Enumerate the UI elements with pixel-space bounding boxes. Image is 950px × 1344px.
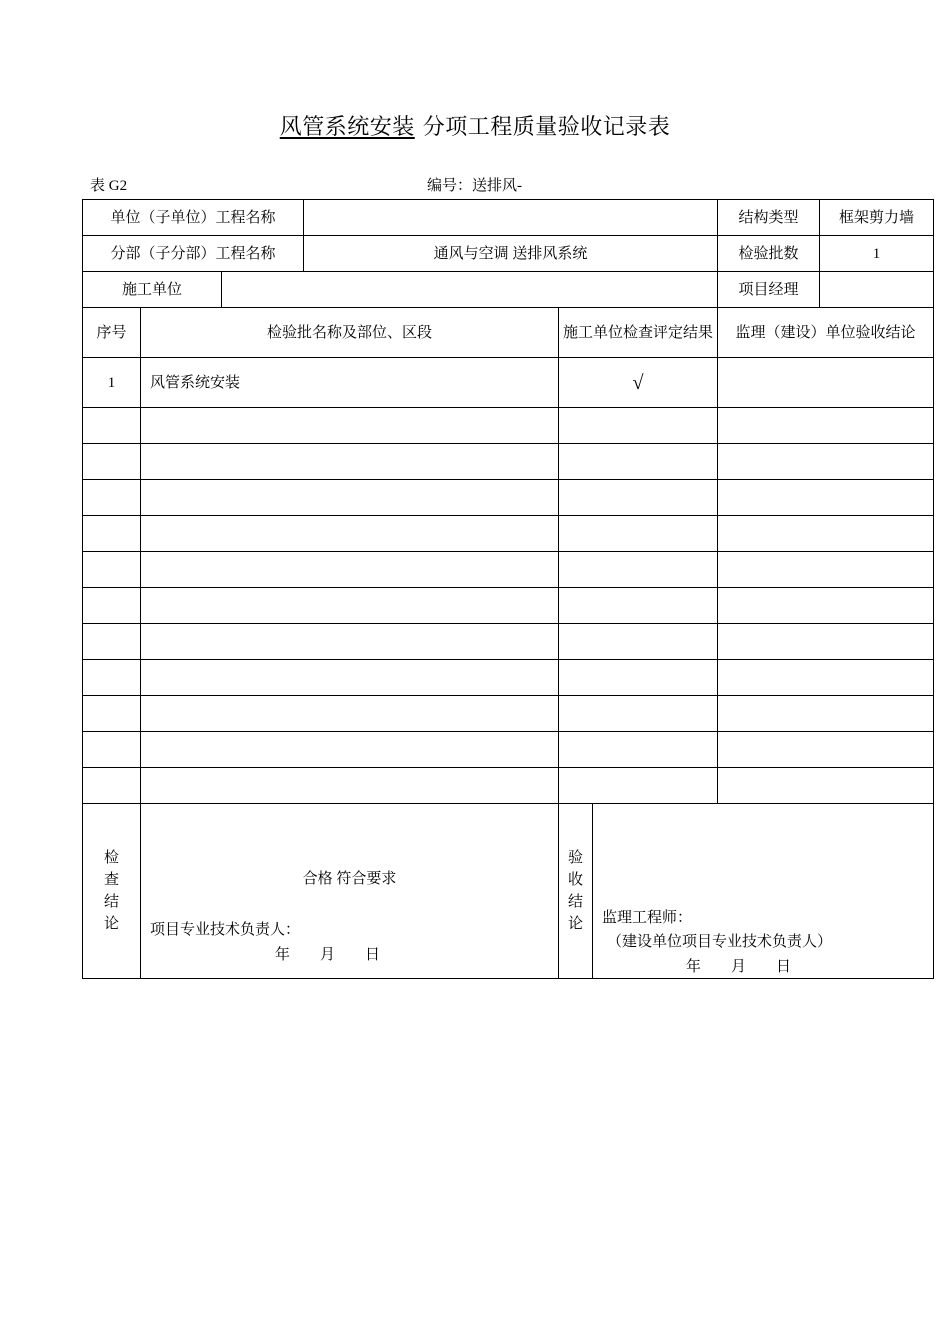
batch-value[interactable]: 1 — [820, 236, 934, 272]
empty-cell[interactable] — [559, 480, 718, 516]
tech-lead-signature-label: 项目专业技术负责人： — [150, 922, 301, 938]
empty-cell[interactable] — [141, 444, 559, 480]
conclusion-row — [83, 804, 934, 979]
table-row — [83, 660, 934, 696]
table-row — [83, 588, 934, 624]
structure-label: 结构类型 — [718, 200, 820, 236]
empty-cell[interactable] — [83, 660, 141, 696]
manager-value-cell[interactable] — [820, 272, 934, 308]
acceptance-conclusion-label — [559, 804, 593, 979]
division-value[interactable]: 通风与空调 送排风系统 — [304, 236, 718, 272]
empty-cell[interactable] — [718, 408, 934, 444]
date-month: 月 — [320, 947, 336, 963]
empty-cell[interactable] — [141, 480, 559, 516]
empty-cell[interactable] — [559, 588, 718, 624]
date-year: 年 — [275, 947, 291, 963]
contractor-value-cell[interactable] — [222, 272, 718, 308]
empty-cell[interactable] — [141, 696, 559, 732]
date-month: 月 — [731, 959, 747, 975]
unit-label: 单位（子单位）工程名称 — [83, 200, 304, 236]
empty-cell[interactable] — [559, 444, 718, 480]
empty-cell[interactable] — [83, 552, 141, 588]
acceptance-date — [686, 956, 791, 978]
row-no: 1 — [83, 358, 141, 408]
header-row-unit — [83, 200, 934, 236]
header-row-division — [83, 236, 934, 272]
empty-cell[interactable] — [559, 408, 718, 444]
empty-cell[interactable] — [718, 768, 934, 804]
inspection-table — [82, 199, 934, 979]
table-row — [83, 624, 934, 660]
check-conclusion-label — [83, 804, 141, 979]
supervisor-signature-label: 监理工程师： — [602, 910, 693, 926]
table-row — [83, 516, 934, 552]
table-row — [83, 768, 934, 804]
empty-cell[interactable] — [718, 588, 934, 624]
label-char: 结 — [103, 894, 119, 910]
row-supervisor-result[interactable] — [718, 358, 934, 408]
empty-cell[interactable] — [141, 768, 559, 804]
empty-cell[interactable] — [718, 696, 934, 732]
owner-lead-signature-label: （建设单位项目专业技术负责人） — [607, 934, 833, 950]
title-item-name: 风管系统安装 — [279, 114, 415, 139]
empty-cell[interactable] — [83, 696, 141, 732]
page-title — [0, 112, 950, 142]
structure-value[interactable]: 框架剪力墙 — [820, 200, 934, 236]
empty-cell[interactable] — [83, 444, 141, 480]
date-day: 日 — [776, 959, 792, 975]
table-row — [83, 696, 934, 732]
empty-cell[interactable] — [718, 480, 934, 516]
empty-cell[interactable] — [559, 732, 718, 768]
unit-value-cell[interactable] — [304, 200, 718, 236]
label-char: 论 — [103, 916, 119, 932]
column-header-row — [83, 308, 934, 358]
empty-cell[interactable] — [718, 444, 934, 480]
empty-cell[interactable] — [83, 732, 141, 768]
label-char: 查 — [103, 872, 119, 888]
empty-cell[interactable] — [559, 516, 718, 552]
date-day: 日 — [365, 947, 381, 963]
empty-cell[interactable] — [83, 588, 141, 624]
header-row-contractor — [83, 272, 934, 308]
check-date — [275, 944, 380, 966]
form-code: 表 G2 — [90, 178, 128, 194]
empty-cell[interactable] — [559, 552, 718, 588]
label-char: 验 — [568, 850, 584, 866]
empty-cell[interactable] — [718, 552, 934, 588]
empty-cell[interactable] — [559, 624, 718, 660]
empty-cell[interactable] — [718, 660, 934, 696]
empty-cell[interactable] — [83, 624, 141, 660]
empty-cell[interactable] — [141, 408, 559, 444]
empty-cell[interactable] — [559, 660, 718, 696]
empty-cell[interactable] — [141, 588, 559, 624]
empty-cell[interactable] — [559, 768, 718, 804]
table-row — [83, 480, 934, 516]
date-year: 年 — [686, 959, 702, 975]
division-label: 分部（子分部）工程名称 — [83, 236, 304, 272]
empty-cell[interactable] — [141, 516, 559, 552]
empty-cell[interactable] — [83, 408, 141, 444]
title-suffix: 分项工程质量验收记录表 — [422, 114, 671, 139]
acceptance-conclusion-cell[interactable] — [593, 804, 934, 979]
empty-cell[interactable] — [718, 624, 934, 660]
row-name[interactable]: 风管系统安装 — [141, 358, 559, 408]
empty-cell[interactable] — [718, 516, 934, 552]
col-header-name: 检验批名称及部位、区段 — [141, 308, 559, 358]
label-char: 检 — [103, 850, 119, 866]
batch-label: 检验批数 — [718, 236, 820, 272]
empty-cell[interactable] — [559, 696, 718, 732]
record-number: 编号：送排风- — [427, 178, 522, 194]
label-char: 论 — [568, 916, 584, 932]
label-char: 收 — [568, 872, 584, 888]
empty-cell[interactable] — [141, 624, 559, 660]
check-conclusion-cell[interactable] — [141, 804, 559, 979]
col-header-no: 序号 — [83, 308, 141, 358]
table-row — [83, 408, 934, 444]
empty-cell[interactable] — [83, 480, 141, 516]
label-char: 结 — [568, 894, 584, 910]
empty-cell[interactable] — [141, 552, 559, 588]
check-conclusion-text: 合格 符合要求 — [302, 871, 397, 887]
contractor-label: 施工单位 — [83, 272, 222, 308]
empty-cell[interactable] — [83, 516, 141, 552]
table-row — [83, 444, 934, 480]
col-header-contractor-result: 施工单位检查评定结果 — [559, 308, 718, 358]
col-header-supervisor-result: 监理（建设）单位验收结论 — [718, 308, 934, 358]
check-mark[interactable]: √ — [559, 358, 718, 408]
empty-cell[interactable] — [83, 768, 141, 804]
empty-cell[interactable] — [141, 660, 559, 696]
table-row — [83, 358, 934, 408]
empty-cell[interactable] — [141, 732, 559, 768]
manager-label: 项目经理 — [718, 272, 820, 308]
table-row — [83, 732, 934, 768]
table-row — [83, 552, 934, 588]
empty-cell[interactable] — [718, 732, 934, 768]
